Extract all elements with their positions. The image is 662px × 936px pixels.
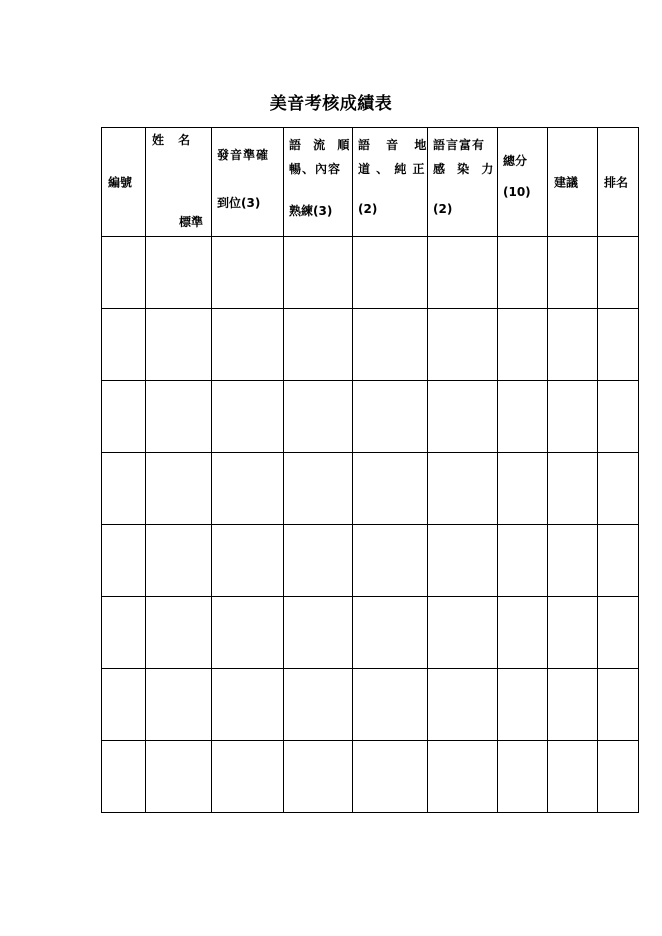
header-advice-label: 建議 (554, 175, 579, 190)
cell-rank (598, 741, 639, 813)
cell-advice (548, 597, 598, 669)
cell-advice (548, 525, 598, 597)
cell-expressiveness (428, 237, 498, 309)
header-purity-line1: 語 音 地 (358, 138, 433, 152)
table-row (102, 597, 639, 669)
cell-name (146, 597, 212, 669)
table-row (102, 453, 639, 525)
cell-total (498, 309, 548, 381)
cell-fluency (284, 237, 353, 309)
table-row (102, 741, 639, 813)
cell-pronunciation (212, 597, 284, 669)
cell-name (146, 237, 212, 309)
cell-purity (353, 669, 428, 741)
cell-expressiveness (428, 309, 498, 381)
cell-purity (353, 237, 428, 309)
cell-id (102, 381, 146, 453)
cell-expressiveness (428, 381, 498, 453)
cell-fluency (284, 597, 353, 669)
cell-name (146, 669, 212, 741)
header-fluency-line3: 熟練(3) (289, 204, 333, 218)
cell-advice (548, 309, 598, 381)
cell-purity (353, 309, 428, 381)
cell-total (498, 741, 548, 813)
header-rank-label: 排名 (604, 175, 629, 190)
cell-rank (598, 453, 639, 525)
cell-rank (598, 669, 639, 741)
header-expressiveness-line1: 語言富有 (433, 138, 486, 152)
header-expressiveness-line2: 感 染 力 (433, 162, 498, 176)
cell-purity (353, 741, 428, 813)
cell-id (102, 309, 146, 381)
header-fluency (284, 128, 353, 237)
cell-expressiveness (428, 741, 498, 813)
cell-rank (598, 597, 639, 669)
header-row (102, 128, 639, 237)
header-pronunciation-line2: 到位(3) (217, 196, 261, 210)
cell-pronunciation (212, 381, 284, 453)
cell-pronunciation (212, 453, 284, 525)
header-expressiveness-line3: (2) (433, 202, 453, 216)
header-fluency-line2: 暢、內容 (289, 162, 342, 176)
header-total-line2: (10) (503, 185, 531, 199)
cell-fluency (284, 453, 353, 525)
cell-fluency (284, 741, 353, 813)
header-advice (548, 128, 598, 237)
header-purity-line3: (2) (358, 202, 378, 216)
header-pronunciation-line1: 發音準確 (217, 148, 270, 162)
header-standard-label: 標準 (178, 215, 203, 229)
cell-rank (598, 309, 639, 381)
cell-id (102, 669, 146, 741)
cell-rank (598, 525, 639, 597)
score-table (101, 127, 639, 813)
header-id-label: 編號 (108, 175, 133, 190)
cell-rank (598, 237, 639, 309)
cell-id (102, 525, 146, 597)
header-rank (598, 128, 639, 237)
cell-name (146, 309, 212, 381)
cell-pronunciation (212, 237, 284, 309)
table-row (102, 381, 639, 453)
header-pronunciation (212, 128, 284, 237)
header-expressiveness (428, 128, 498, 237)
cell-pronunciation (212, 525, 284, 597)
cell-id (102, 237, 146, 309)
cell-purity (353, 597, 428, 669)
cell-advice (548, 381, 598, 453)
cell-purity (353, 525, 428, 597)
header-name (146, 128, 212, 237)
cell-advice (548, 453, 598, 525)
cell-pronunciation (212, 741, 284, 813)
header-name-label: 姓 名 (152, 133, 196, 147)
cell-expressiveness (428, 525, 498, 597)
cell-total (498, 381, 548, 453)
cell-purity (353, 381, 428, 453)
cell-total (498, 237, 548, 309)
cell-total (498, 453, 548, 525)
header-total (498, 128, 548, 237)
header-total-line1: 總分 (503, 154, 528, 168)
header-purity-line2: 道 、 純 正 (358, 162, 426, 176)
cell-expressiveness (428, 453, 498, 525)
header-fluency-line1: 語 流 順 (289, 138, 354, 152)
table-row (102, 309, 639, 381)
cell-name (146, 525, 212, 597)
cell-fluency (284, 525, 353, 597)
cell-purity (353, 453, 428, 525)
table-row (102, 525, 639, 597)
cell-fluency (284, 669, 353, 741)
table-row (102, 237, 639, 309)
cell-advice (548, 741, 598, 813)
cell-id (102, 597, 146, 669)
cell-fluency (284, 309, 353, 381)
cell-fluency (284, 381, 353, 453)
cell-name (146, 741, 212, 813)
cell-id (102, 741, 146, 813)
cell-expressiveness (428, 669, 498, 741)
page-title: 美音考核成績表 (269, 94, 393, 114)
cell-id (102, 453, 146, 525)
header-id (102, 128, 146, 237)
cell-total (498, 597, 548, 669)
cell-total (498, 669, 548, 741)
cell-rank (598, 381, 639, 453)
cell-pronunciation (212, 309, 284, 381)
table-row (102, 669, 639, 741)
header-purity (353, 128, 433, 237)
cell-pronunciation (212, 669, 284, 741)
cell-name (146, 453, 212, 525)
score-table-body (102, 237, 639, 813)
cell-name (146, 381, 212, 453)
cell-advice (548, 237, 598, 309)
cell-total (498, 525, 548, 597)
cell-advice (548, 669, 598, 741)
cell-expressiveness (428, 597, 498, 669)
